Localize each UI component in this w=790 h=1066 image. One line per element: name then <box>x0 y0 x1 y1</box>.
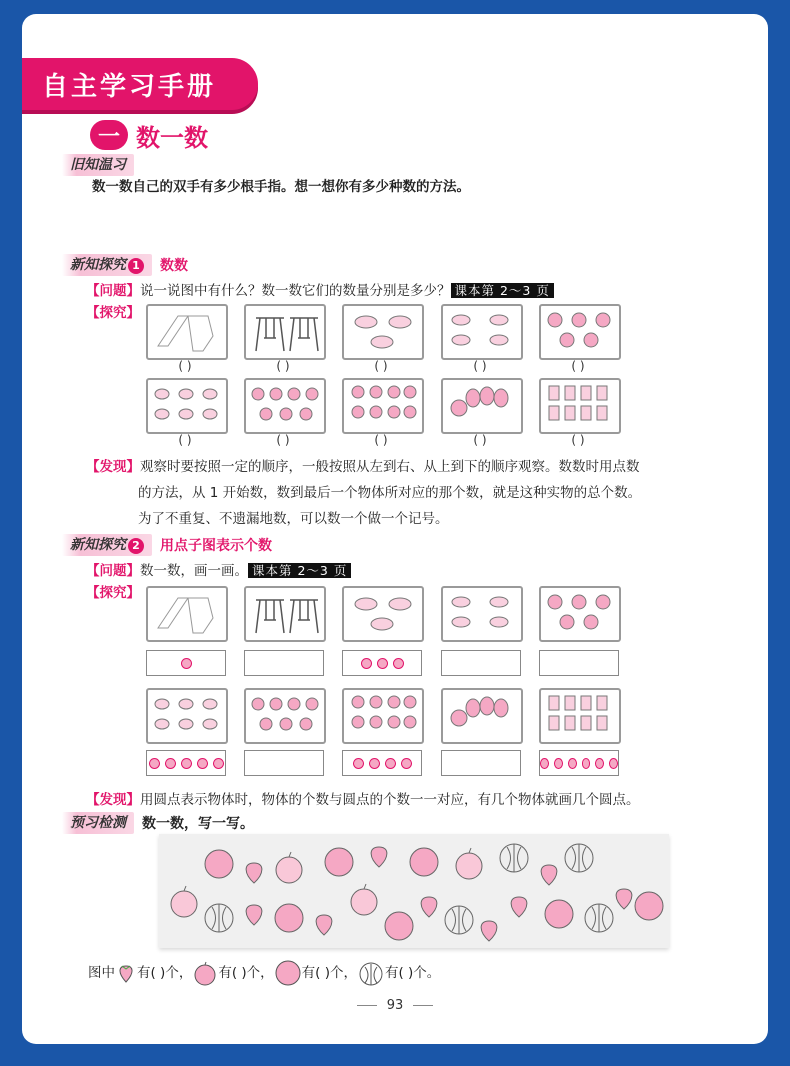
picture-box <box>441 586 523 642</box>
watermelon-icon <box>565 844 593 872</box>
answer-blank-apple[interactable]: 有( )个， <box>218 965 274 981</box>
picture-box <box>441 378 523 434</box>
dot <box>165 758 176 769</box>
picture-box <box>146 688 228 744</box>
dot <box>609 758 618 769</box>
explore1-heading <box>62 254 188 276</box>
handbook-banner <box>22 58 258 110</box>
question-text: 说一说图中有什么？数一数它们的数量分别是多少？ <box>140 283 451 299</box>
picture-box <box>342 304 424 360</box>
question-label: 【问题】 <box>86 563 140 579</box>
dot-answer-box[interactable] <box>342 650 422 676</box>
count-blank[interactable]: ( ) <box>276 359 290 373</box>
picture-box <box>539 688 621 744</box>
dot <box>582 758 591 769</box>
find-text: 用圆点表示物体时，物体的个数与圆点的个数一一对应，有几个物体就画几个圆点。 <box>140 792 640 808</box>
picture-box <box>441 688 523 744</box>
dot <box>197 758 208 769</box>
unit-number: 一 <box>90 120 128 150</box>
picture-box <box>539 304 621 360</box>
explore1-tag-text: 新知探究 <box>70 257 126 273</box>
picture-box <box>441 304 523 360</box>
watermelon-icon <box>205 904 233 932</box>
picture-box <box>342 586 424 642</box>
review-tag: 旧知温习 <box>62 154 134 176</box>
picture-box <box>146 378 228 434</box>
strawberry-icon <box>246 863 262 883</box>
dot <box>568 758 577 769</box>
strawberry-icon <box>511 897 527 917</box>
count-blank[interactable]: ( ) <box>473 359 487 373</box>
explore1-title: 数数 <box>160 258 188 274</box>
question-label: 【问题】 <box>86 283 140 299</box>
picture-box <box>244 586 326 642</box>
peach-icon <box>325 848 353 876</box>
dot <box>385 758 396 769</box>
strawberry-icon <box>541 865 557 885</box>
watermelon-icon <box>445 906 473 934</box>
peach-icon <box>635 892 663 920</box>
apple-icon <box>171 886 197 917</box>
explore2-number: 2 <box>128 538 144 554</box>
answer-blank-strawberry[interactable]: 有( )个， <box>137 965 193 981</box>
count-blank[interactable]: ( ) <box>178 433 192 447</box>
dot <box>353 758 364 769</box>
dot <box>554 758 563 769</box>
find-line: 的方法，从 1 开始数，数到最后一个物体所对应的那个数，就是这种实物的总个数。 <box>138 485 642 501</box>
find-line: 为了不重复、不遗漏地数，可以数一个做一个记号。 <box>138 511 449 527</box>
count-blank[interactable]: ( ) <box>571 433 585 447</box>
explore1-number: 1 <box>128 258 144 274</box>
peach-icon <box>275 904 303 932</box>
dot-answer-box[interactable] <box>539 650 619 676</box>
dot <box>181 658 192 669</box>
dot <box>181 758 192 769</box>
strawberry-icon <box>421 897 437 917</box>
count-blank[interactable]: ( ) <box>374 433 388 447</box>
banner-title: 自主学习手册 <box>42 72 217 102</box>
picture-box <box>342 378 424 434</box>
fruit-picture <box>159 834 669 948</box>
explore1-tag <box>62 254 152 276</box>
answer-prefix: 图中 <box>88 965 115 981</box>
explore2-heading <box>62 534 272 556</box>
find-line: 观察时要按照一定的顺序，一般按照从左到右、从上到下的顺序观察。数数时用点数 <box>140 459 640 475</box>
strawberry-icon <box>371 847 387 867</box>
answer-blank-peach[interactable]: 有( )个， <box>301 965 357 981</box>
explore2-tag <box>62 534 152 556</box>
count-blank[interactable]: ( ) <box>276 433 290 447</box>
picture-box <box>244 688 326 744</box>
dot <box>149 758 160 769</box>
dot-answer-box[interactable] <box>146 650 226 676</box>
peach-icon <box>205 850 233 878</box>
find-label: 【发现】 <box>86 792 140 808</box>
dot <box>393 658 404 669</box>
apple-icon <box>276 852 302 883</box>
find-label: 【发现】 <box>86 459 140 475</box>
strawberry-icon <box>481 921 497 941</box>
strawberry-icon <box>115 962 137 984</box>
explore2-label <box>86 580 140 606</box>
preview-title: 数一数，写一写。 <box>142 816 254 832</box>
dot <box>377 658 388 669</box>
dot-answer-box[interactable] <box>441 650 521 676</box>
unit-heading <box>90 118 208 152</box>
picture-box <box>244 304 326 360</box>
apple-icon <box>351 884 377 915</box>
book-reference: 课本第 2～3 页 <box>248 563 351 578</box>
book-reference: 课本第 2～3 页 <box>451 283 554 298</box>
dot <box>595 758 604 769</box>
dot-answer-box[interactable] <box>244 650 324 676</box>
apple-icon <box>192 960 218 986</box>
explore1-label <box>86 300 140 326</box>
dot <box>213 758 224 769</box>
dot-answer-box[interactable] <box>441 750 521 776</box>
strawberry-icon <box>616 889 632 909</box>
watermelon-icon <box>500 844 528 872</box>
dot <box>540 758 549 769</box>
count-blank[interactable]: ( ) <box>571 359 585 373</box>
page-number: 93 <box>22 998 768 1013</box>
count-blank[interactable]: ( ) <box>374 359 388 373</box>
picture-box <box>146 304 228 360</box>
strawberry-icon <box>246 905 262 925</box>
explore2-tag-text: 新知探究 <box>70 537 126 553</box>
preview-tag: 预习检测 <box>62 812 134 834</box>
explore1-question <box>86 278 554 304</box>
explore2-title: 用点子图表示个数 <box>160 538 272 554</box>
watermelon-icon <box>357 959 385 987</box>
peach-icon <box>274 959 302 987</box>
review-text: 数一数自己的双手有多少根手指。想一想你有多少种数的方法。 <box>92 179 470 195</box>
explore2-finding <box>86 787 640 813</box>
count-blank[interactable]: ( ) <box>178 359 192 373</box>
unit-title: 数一数 <box>136 123 208 152</box>
peach-icon <box>545 900 573 928</box>
explore-label: 【探究】 <box>86 305 140 321</box>
dot <box>361 658 372 669</box>
picture-box <box>342 688 424 744</box>
peach-icon <box>385 912 413 940</box>
picture-box <box>146 586 228 642</box>
fruit-illustration <box>159 834 669 948</box>
dot-answer-box[interactable] <box>146 750 226 776</box>
dot <box>401 758 412 769</box>
watermelon-icon <box>585 904 613 932</box>
page <box>22 14 768 1044</box>
apple-icon <box>456 848 482 879</box>
explore-label: 【探究】 <box>86 585 140 601</box>
explore1-finding <box>86 454 746 532</box>
dot-answer-box[interactable] <box>244 750 324 776</box>
picture-box <box>539 586 621 642</box>
review-section-heading <box>62 154 134 176</box>
peach-icon <box>410 848 438 876</box>
dot <box>369 758 380 769</box>
question-text: 数一数，画一画。 <box>140 563 248 579</box>
answer-blank-watermelon[interactable]: 有( )个。 <box>384 965 441 981</box>
count-blank[interactable]: ( ) <box>473 433 487 447</box>
picture-box <box>244 378 326 434</box>
preview-answer-line <box>88 959 440 987</box>
picture-box <box>539 378 621 434</box>
strawberry-icon <box>316 915 332 935</box>
preview-heading <box>62 812 254 834</box>
dot-answer-box[interactable] <box>342 750 422 776</box>
dot-answer-box[interactable] <box>539 750 619 776</box>
